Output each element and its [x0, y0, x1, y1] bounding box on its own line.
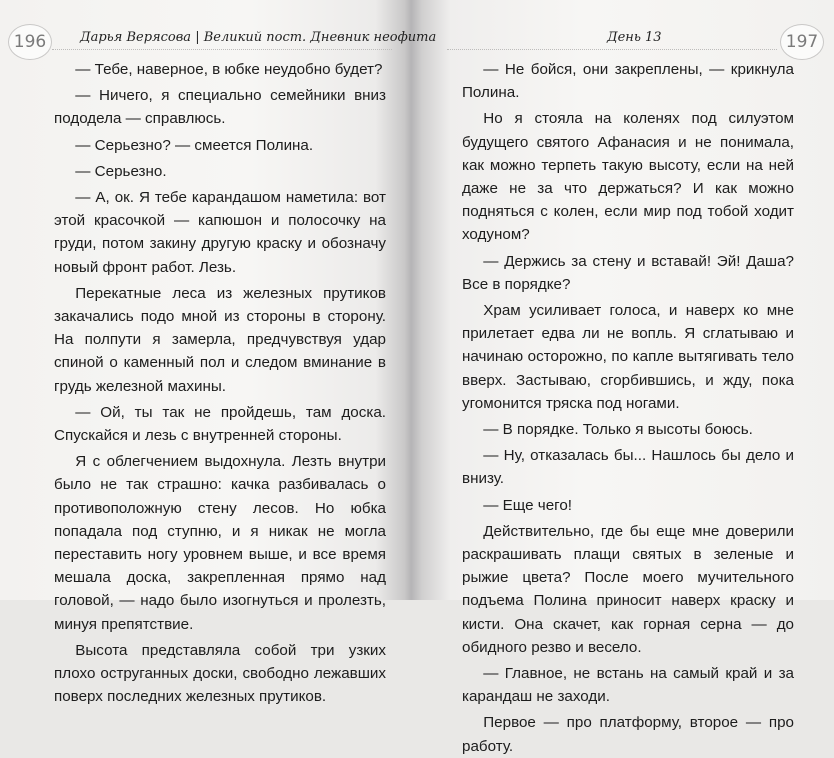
- page-number-left: 196: [8, 24, 52, 60]
- paragraph: — Ну, отказалась бы... Нашлось бы дело и внизу.: [462, 447, 794, 488]
- paragraph: Перекатные леса из железных прутиков закачались подо мной из стороны в сторону. На полпути я замерла, предчувствуя удар спиной о каменный пол и следом вминание в грудь железной махины.: [54, 284, 386, 395]
- body-text-left: [54, 58, 386, 708]
- running-head-right: День 13: [607, 30, 662, 45]
- paragraph: — Еще чего!: [483, 496, 573, 514]
- paragraph: Но я стояла на коленях под силуэтом будущего святого Афанасия и не понимала, как можно терпеть такую высоту, если на ней даже не за что держаться? И как можно подняться с колен, если мир под тобой ходит ходуном?: [462, 110, 794, 244]
- paragraph: Действительно, где бы еще мне доверили раскрашивать плащи святых в зеленые и рыжие цвета? После моего мучительного подъема Полина приносит наверх краску и кисти. Она скачет, как горная серна — до обидного резво и весело.: [462, 522, 794, 656]
- paragraph: — Не бойся, они закреплены, — крикнула Полина.: [462, 61, 794, 102]
- paragraph: — Главное, не встань на самый край и за карандаш не заходи.: [462, 665, 794, 706]
- paragraph: Высота представляла собой три узких плохо оструганных доски, свободно лежавших поверх последних железных прутиков.: [54, 641, 386, 706]
- paragraph: — Ой, ты так не пройдешь, там доска. Спускайся и лезь с внутренней стороны.: [54, 403, 386, 445]
- paragraph: — В порядке. Только я высоты боюсь.: [483, 421, 753, 439]
- paragraph: Я с облегчением выдохнула. Лезть внутри было не так страшно: качка разбивалась о противоположную стену лесов. Но юбка попадала под ступню, и я никак не могла переставить ногу уровнем выше, и все время мешала доска, закрепленная прямо над головой, — надо было изогнуться и пролезть, минуя препятствие.: [54, 453, 386, 633]
- header-rule-left: [52, 49, 392, 50]
- paragraph: — Ничего, я специально семейники вниз пододела — справлюсь.: [54, 87, 386, 128]
- right-page: [417, 0, 834, 755]
- paragraph: Первое — про платформу, второе — про работу.: [462, 714, 794, 755]
- paragraph: — Тебе, наверное, в юбке неудобно будет?: [75, 61, 383, 78]
- running-head-left: Дарья Верясова | Великий пост. Дневник неофита: [80, 30, 437, 45]
- paragraph: — Держись за стену и вставай! Эй! Даша? Все в порядке?: [462, 252, 794, 293]
- header-rule-right: [447, 49, 777, 50]
- paragraph: Храм усиливает голоса, и наверх ко мне прилетает едва ли не вопль. Я сглатываю и начинаю осторожно, по капле вытягивать тело вверх. Застываю, сгорбившись, и жду, пока угомонится тряска под ногами.: [462, 302, 794, 412]
- page-number-right: 197: [780, 24, 824, 60]
- paragraph: — Серьезно.: [75, 162, 167, 180]
- paragraph: — Серьезно? — смеется Полина.: [75, 136, 314, 154]
- body-text-right: [462, 58, 794, 758]
- left-page: [0, 0, 437, 706]
- paragraph: — А, ок. Я тебе карандашом наметила: вот этой красочкой — капюшон и полосочку на груди, потом закину другую краску и обозначу новый фронт работ. Лезь.: [54, 189, 386, 276]
